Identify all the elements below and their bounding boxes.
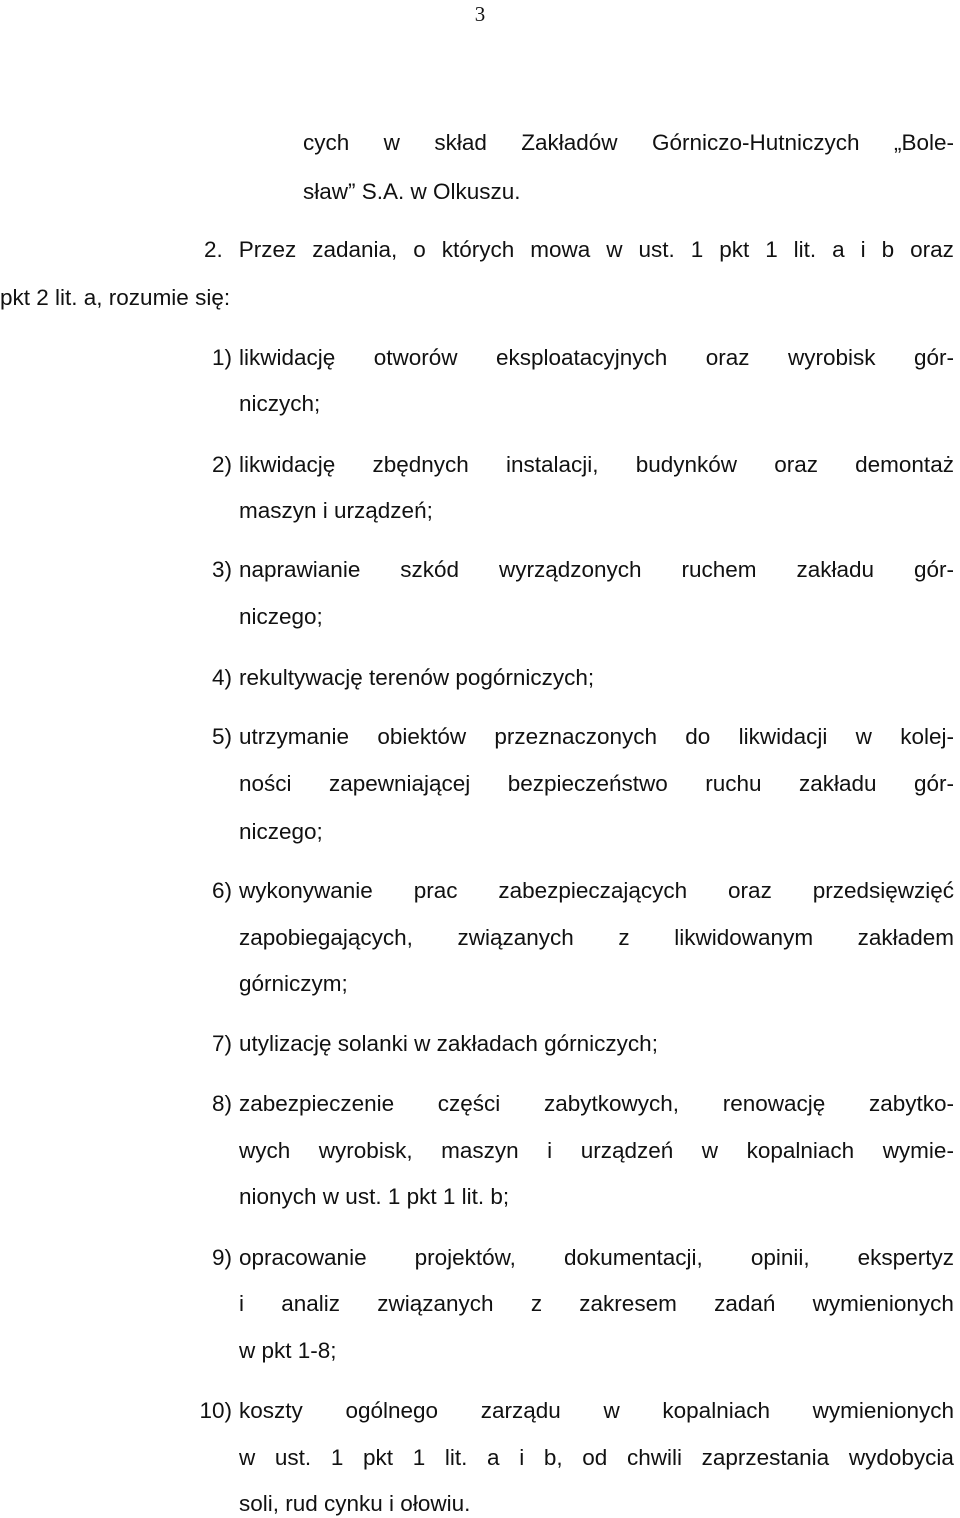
word: ekspertyz [857,1245,954,1270]
word: w [603,1398,620,1423]
word: i [519,1445,525,1470]
word: i [547,1138,553,1163]
list-item-line: niczego; [239,604,323,629]
word: eksploatacyjnych [495,345,668,370]
list-item-number: 3) [211,557,232,582]
word: maszyn [441,1138,519,1163]
word: dokumentacji, [563,1245,703,1270]
word: wyrządzonych [499,557,642,582]
word: bezpieczeństwo [507,771,668,796]
list-item-line [239,1293,954,1316]
word: w [701,1138,719,1163]
word: Zakładów [521,130,618,155]
word: ust. [274,1445,312,1470]
list-item-number: 6) [211,878,232,903]
word: Górniczo-Hutniczych [651,130,860,155]
word: zabytkowych, [543,1091,680,1116]
list-item-number: 8) [211,1091,232,1116]
word: szkód [400,557,460,582]
list-item-number: 10) [199,1398,232,1423]
word: pkt [719,237,750,262]
word: skład [434,130,487,155]
word: oraz [774,452,818,477]
list-item-line [239,1447,954,1470]
word: naprawianie [239,557,361,582]
word: wyrobisk [787,345,876,370]
word: likwidacji [738,724,828,749]
word: związanych [457,925,574,950]
word: wykonywanie [239,878,373,903]
word: ogólnego [345,1398,439,1423]
list-item-line [239,773,954,796]
list-item-line [239,1400,954,1423]
word: zabytko- [868,1091,954,1116]
word: cych [303,130,350,155]
list-item-number: 9) [211,1245,232,1270]
word: urządzeń [580,1138,674,1163]
list-item-line: soli, rud cynku i ołowiu. [239,1491,471,1516]
word: Przez [238,237,297,262]
word: których [441,237,515,262]
word: gór- [913,557,954,582]
word: pkt [363,1445,394,1470]
word: w [383,130,400,155]
list-item-line [239,1247,954,1270]
word: otworów [373,345,458,370]
word: chwili [626,1445,682,1470]
word: gór- [913,345,954,370]
word: zakładu [796,557,875,582]
word: 2. [204,237,223,262]
word: demontaż [855,452,954,477]
word: 1 [412,1445,426,1470]
list-item-line: niczych; [239,391,321,416]
list-item-line [239,927,954,950]
word: zapobiegających, [239,925,413,950]
list-item-line [239,726,954,749]
word: b [881,237,895,262]
list-item-number: 7) [211,1031,232,1056]
list-item-line [239,1140,954,1163]
word: b, [543,1445,563,1470]
list-item-line [239,1093,954,1116]
list-item-line [239,559,954,582]
word: ruchu [705,771,762,796]
word: zadania, [312,237,398,262]
list-item-line: utylizację solanki w zakładach górniczych; [239,1031,658,1056]
word: oraz [728,878,772,903]
word: zakresem [579,1291,677,1316]
list-item-line: niczego; [239,819,323,844]
word: wydobycia [848,1445,954,1470]
word: przeznaczonych [494,724,658,749]
word: lit. [793,237,817,262]
list-item-line [239,880,954,903]
word: od [582,1445,608,1470]
word: opracowanie [239,1245,367,1270]
word: likwidowanym [674,925,814,950]
word: i [860,237,866,262]
word: zakładem [857,925,954,950]
list-item-line [239,347,954,370]
word: w [855,724,872,749]
word: do [685,724,711,749]
word: i [239,1291,244,1316]
list-item-number: 1) [211,345,232,370]
list-item-line [239,454,954,477]
word: wymienionych [812,1398,954,1423]
word: z [530,1291,543,1316]
word: utrzymanie [239,724,350,749]
list-item-line: górniczym; [239,971,348,996]
word: wyrobisk, [318,1138,413,1163]
list-item-line: rekultywację terenów pogórniczych; [239,665,595,690]
word: zadań [714,1291,776,1316]
word: ust. [638,237,675,262]
word: gór- [913,771,954,796]
word: lit. [444,1445,468,1470]
word: mowa [530,237,591,262]
word: ności [239,771,292,796]
list-item-line: maszyn i urządzeń; [239,498,433,523]
word: o [413,237,426,262]
word: projektów, [414,1245,516,1270]
word: w [239,1445,256,1470]
continuation-line: sław” S.A. w Olkuszu. [303,179,521,204]
word: a [832,237,845,262]
word: ruchem [681,557,757,582]
word: a [487,1445,500,1470]
list-item-number: 4) [211,665,232,690]
word: zabezpieczenie [239,1091,395,1116]
word: koszty [239,1398,303,1423]
list-item-line: w pkt 1-8; [239,1338,337,1363]
word: prac [413,878,458,903]
word: z [618,925,630,950]
list-item-line: nionych w ust. 1 pkt 1 lit. b; [239,1184,510,1209]
word: likwidację [239,345,336,370]
word: zaprzestania [701,1445,830,1470]
word: instalacji, [505,452,599,477]
word: przedsięwzięć [812,878,954,903]
word: kolej- [900,724,954,749]
word: 1 [690,237,704,262]
word: opinii, [750,1245,810,1270]
word: obiektów [377,724,467,749]
word: wymie- [882,1138,954,1163]
page-number: 3 [474,2,486,26]
word: zarządu [480,1398,561,1423]
word: 1 [330,1445,344,1470]
word: 1 [765,237,778,262]
word: części [437,1091,501,1116]
word: związanych [377,1291,494,1316]
word: w [606,237,623,262]
word: zbędnych [372,452,469,477]
paragraph-2-line: pkt 2 lit. a, rozumie się: [0,285,231,310]
word: oraz [705,345,750,370]
word: wymienionych [812,1291,954,1316]
word: analiz [281,1291,341,1316]
word: renowację [722,1091,826,1116]
word: oraz [910,237,954,262]
list-item-number: 5) [211,724,232,749]
word: kopalniach [662,1398,770,1423]
word: budynków [635,452,738,477]
word: zabezpieczających [498,878,688,903]
continuation-line [303,132,954,155]
word: zapewniającej [328,771,471,796]
word: zakładu [798,771,877,796]
word: likwidację [239,452,336,477]
word: kopalniach [746,1138,855,1163]
word: „Bole- [893,130,954,155]
word: wych [239,1138,291,1163]
list-item-number: 2) [211,452,232,477]
paragraph-2-line [204,239,954,262]
